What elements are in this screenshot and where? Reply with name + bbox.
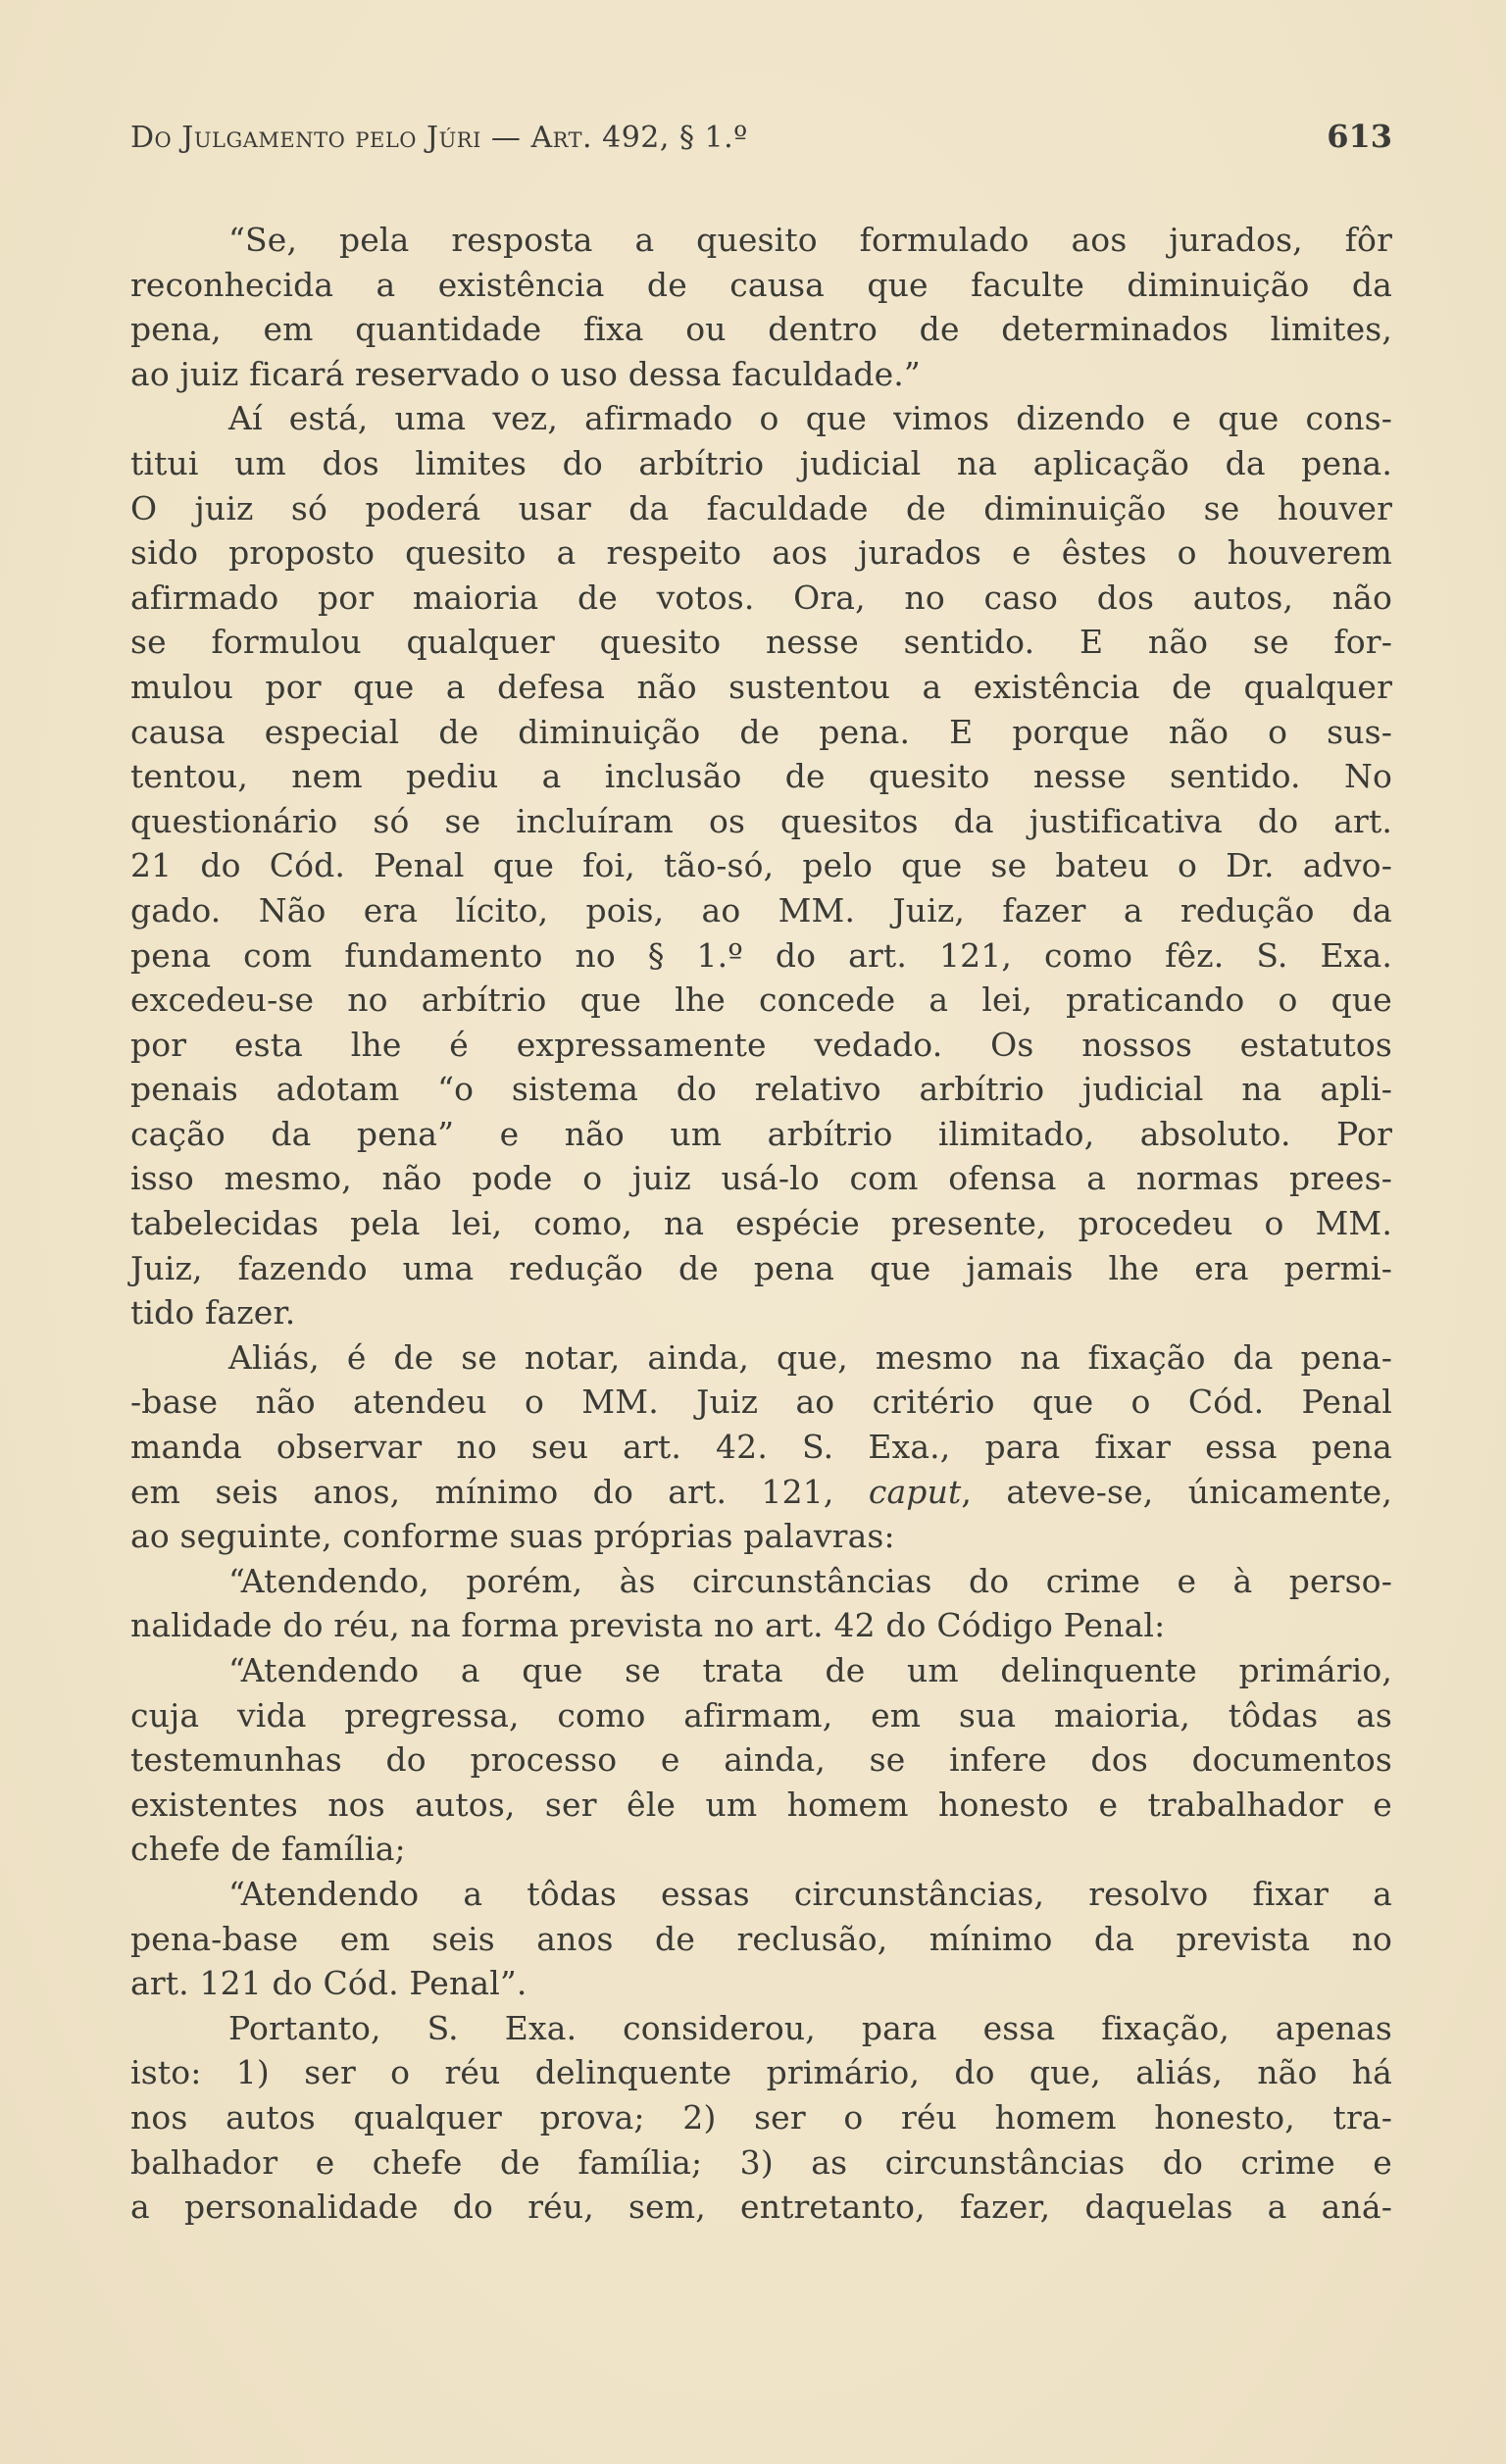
text-line: testemunhas do processo e ainda, se infere dos documentos (130, 1740, 1392, 1780)
text-line (130, 1470, 1392, 1515)
text-line: 21 do Cód. Penal que foi, tão-só, pelo que se bateu o Dr. advo- (130, 846, 1392, 885)
text-segment: em seis anos, mínimo do art. 121, (130, 1472, 869, 1511)
text-line: cuja vida pregressa, como afirmam, em sua maioria, tôdas as (130, 1695, 1392, 1735)
text-line: O juiz só poderá usar da faculdade de diminuição se houver (130, 488, 1392, 528)
text-line: “Se, pela resposta a quesito formulado aos jurados, fôr (228, 221, 1392, 259)
text-line: a personalidade do réu, sem, entretanto, fazer, daquelas a aná- (130, 2187, 1392, 2227)
text-line: pena com fundamento no § 1.º do art. 121, como fêz. S. Exa. (130, 935, 1392, 975)
text-line: Juiz, fazendo uma redução de pena que jamais lhe era permi- (130, 1248, 1392, 1287)
text-line: manda observar no seu art. 42. S. Exa., para fixar essa pena (130, 1428, 1392, 1467)
text-line: titui um dos limites do arbítrio judicial na aplicação da pena. (130, 443, 1392, 482)
text-line: isso mesmo, não pode o juiz usá-lo com ofensa a normas prees- (130, 1159, 1392, 1198)
text-line: “Atendendo a que se trata de um delinquente primário, (228, 1651, 1392, 1689)
text-line: afirmado por maioria de votos. Ora, no caso dos autos, não (130, 578, 1392, 617)
text-line: nalidade do réu, na forma prevista no art. 42 do Código Penal: (130, 1606, 1166, 1645)
text-line: pena, em quantidade fixa ou dentro de determinados limites, (130, 310, 1392, 349)
text-line: tido fazer. (130, 1293, 296, 1333)
text-line: “Atendendo a tôdas essas circunstâncias, resolvo fixar a (228, 1874, 1392, 1913)
italic-term: caput (868, 1472, 962, 1511)
body-text (130, 218, 1392, 2230)
page-number: 613 (1327, 118, 1392, 155)
text-line: mulou por que a defesa não sustentou a existência de qualquer (130, 667, 1392, 706)
text-line: existentes nos autos, ser êle um homem honesto e trabalhador e (130, 1785, 1392, 1824)
text-line: pena-base em seis anos de reclusão, mínimo da prevista no (130, 1919, 1392, 1958)
text-line: tentou, nem pediu a inclusão de quesito nesse sentido. No (130, 757, 1392, 796)
text-line: tabelecidas pela lei, como, na espécie presente, procedeu o MM. (130, 1204, 1392, 1243)
text-line: ao seguinte, conforme suas próprias palavras: (130, 1517, 895, 1556)
text-line: sido proposto quesito a respeito aos jurados e êstes o houverem (130, 533, 1392, 573)
text-line: Portanto, S. Exa. considerou, para essa fixação, apenas (228, 2008, 1392, 2047)
text-line: questionário só se incluíram os quesitos da justificativa do art. (130, 801, 1392, 840)
text-line: Aliás, é de se notar, ainda, que, mesmo na fixação da pena- (228, 1337, 1392, 1377)
page-header (130, 118, 1392, 155)
text-line: Aí está, uma vez, afirmado o que vimos dizendo e que cons- (228, 399, 1392, 438)
text-line: “Atendendo, porém, às circunstâncias do crime e à perso- (228, 1561, 1392, 1600)
text-line: -base não atendeu o MM. Juiz ao critério que o Cód. Penal (130, 1383, 1392, 1422)
text-line: nos autos qualquer prova; 2) ser o réu homem honesto, tra- (130, 2097, 1392, 2137)
text-line: art. 121 do Cód. Penal”. (130, 1964, 527, 2003)
text-line: balhador e chefe de família; 3) as circunstâncias do crime e (130, 2142, 1392, 2182)
text-line: reconhecida a existência de causa que faculte diminuição da (130, 265, 1392, 304)
text-line: por esta lhe é expressamente vedado. Os nossos estatutos (130, 1025, 1392, 1064)
text-line: causa especial de diminuição de pena. E porque não o sus- (130, 712, 1392, 751)
text-line: gado. Não era lícito, pois, ao MM. Juiz, fazer a redução da (130, 890, 1392, 930)
text-line: cação da pena” e não um arbítrio ilimitado, absoluto. Por (130, 1114, 1392, 1153)
text-segment: , ateve-se, únicamente, (961, 1472, 1393, 1511)
text-line: se formulou qualquer quesito nesse sentido. E não se for- (130, 623, 1392, 662)
text-line: excedeu-se no arbítrio que lhe concede a lei, praticando o que (130, 981, 1392, 1020)
text-line: penais adotam “o sistema do relativo arbítrio judicial na apli- (130, 1070, 1392, 1109)
text-line: chefe de família; (130, 1830, 406, 1869)
text-line: ao juiz ficará reservado o uso dessa faculdade.” (130, 354, 921, 393)
text-line: isto: 1) ser o réu delinquente primário, do que, aliás, não há (130, 2053, 1392, 2092)
running-head: Do Julgamento pelo Júri — Art. 492, § 1.º (130, 121, 748, 155)
